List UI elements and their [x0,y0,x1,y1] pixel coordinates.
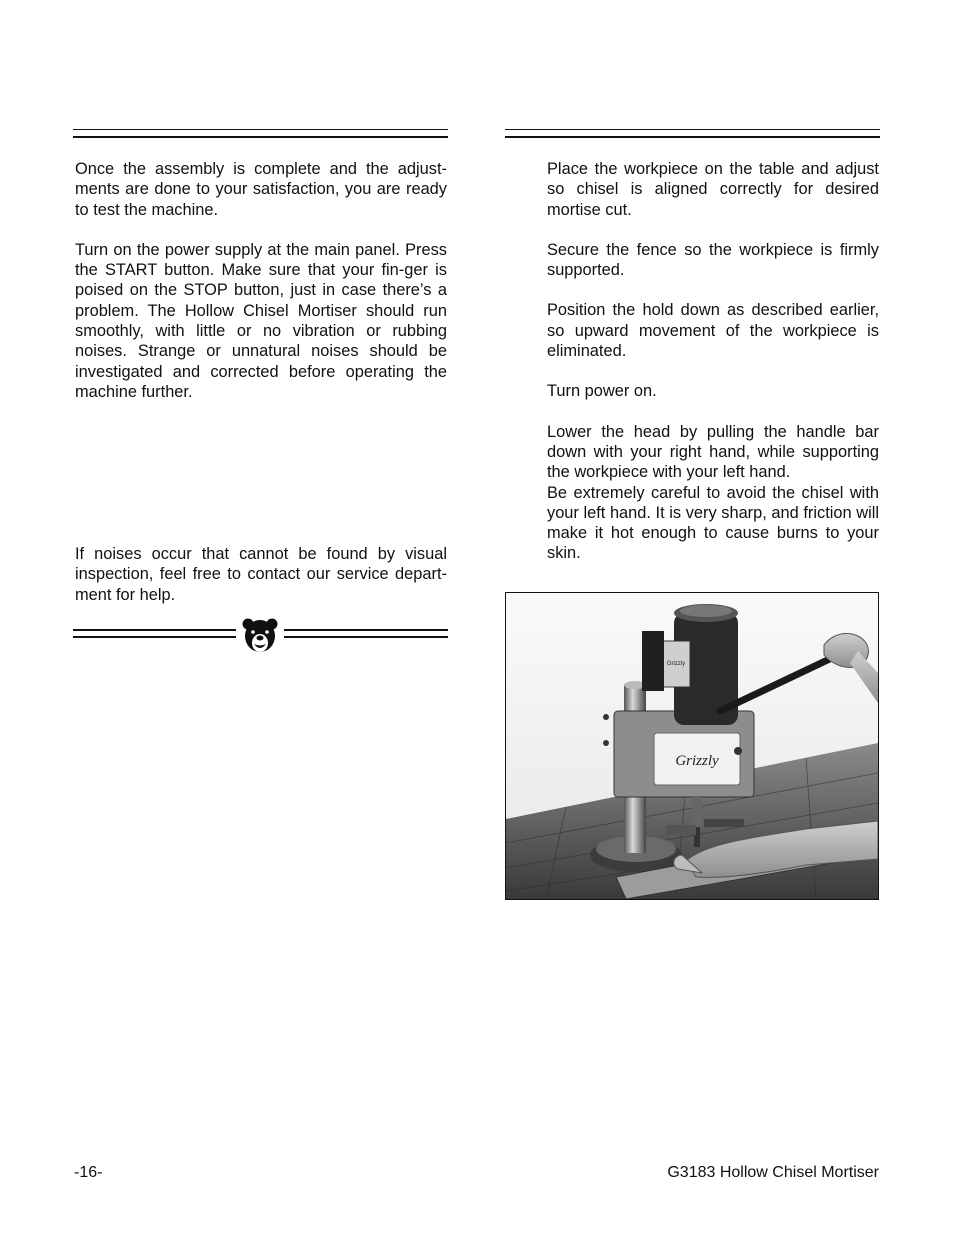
right-column [547,159,879,564]
mortiser-operation-figure [505,592,879,900]
manual-title-footer: G3183 Hollow Chisel Mortiser [667,1164,879,1181]
left-column [75,159,447,402]
step-place-workpiece: Place the workpiece on the table and adjust so chisel is aligned correctly for desired mortise cut. [547,160,879,219]
plate-brand-label: Grizzly [675,753,719,769]
divider-left-segment [73,629,236,639]
left-section-header-rule [73,129,448,139]
chisel-caution-paragraph: Be extremely careful to avoid the chisel with your left hand. It is very sharp, and friction will make it hot enough to cause burns to your skin. [547,483,879,563]
divider-right-segment [284,629,448,639]
mortiser-photo-illustration [506,593,878,899]
test-run-procedure-paragraph: Turn on the power supply at the main panel. Press the START button. Make sure that your fin-ger is poised on the STOP button, just in case there’s a problem. The Hollow Chisel Mortiser should run smoothly, with little or no vibration or rubbing noises. Strange or unnatural noises should be investigated and corrected before operating the machine further. [75,240,447,401]
bear-logo-icon [239,616,281,656]
step-turn-power-on: Turn power on. [547,382,657,401]
motor-brand-label: Grizzly [666,661,686,667]
test-run-intro-paragraph: Once the assembly is complete and the adjust-ments are done to your satisfaction, you are ready to test the machine. [75,160,447,219]
section-end-divider [73,616,448,652]
step-secure-fence: Secure the fence so the workpiece is firmly supported. [547,240,879,280]
left-column-lower [75,544,447,605]
right-section-header-rule [505,129,880,139]
step-position-hold-down: Position the hold down as described earlier, so upward movement of the workpiece is eliminated. [547,301,879,361]
page-number: -16- [74,1164,103,1181]
service-contact-paragraph: If noises occur that cannot be found by visual inspection, feel free to contact our service depart-ment for help. [75,545,447,604]
step-lower-head: Lower the head by pulling the handle bar down with your right hand, while supporting the workpiece with your left hand. [547,422,879,482]
